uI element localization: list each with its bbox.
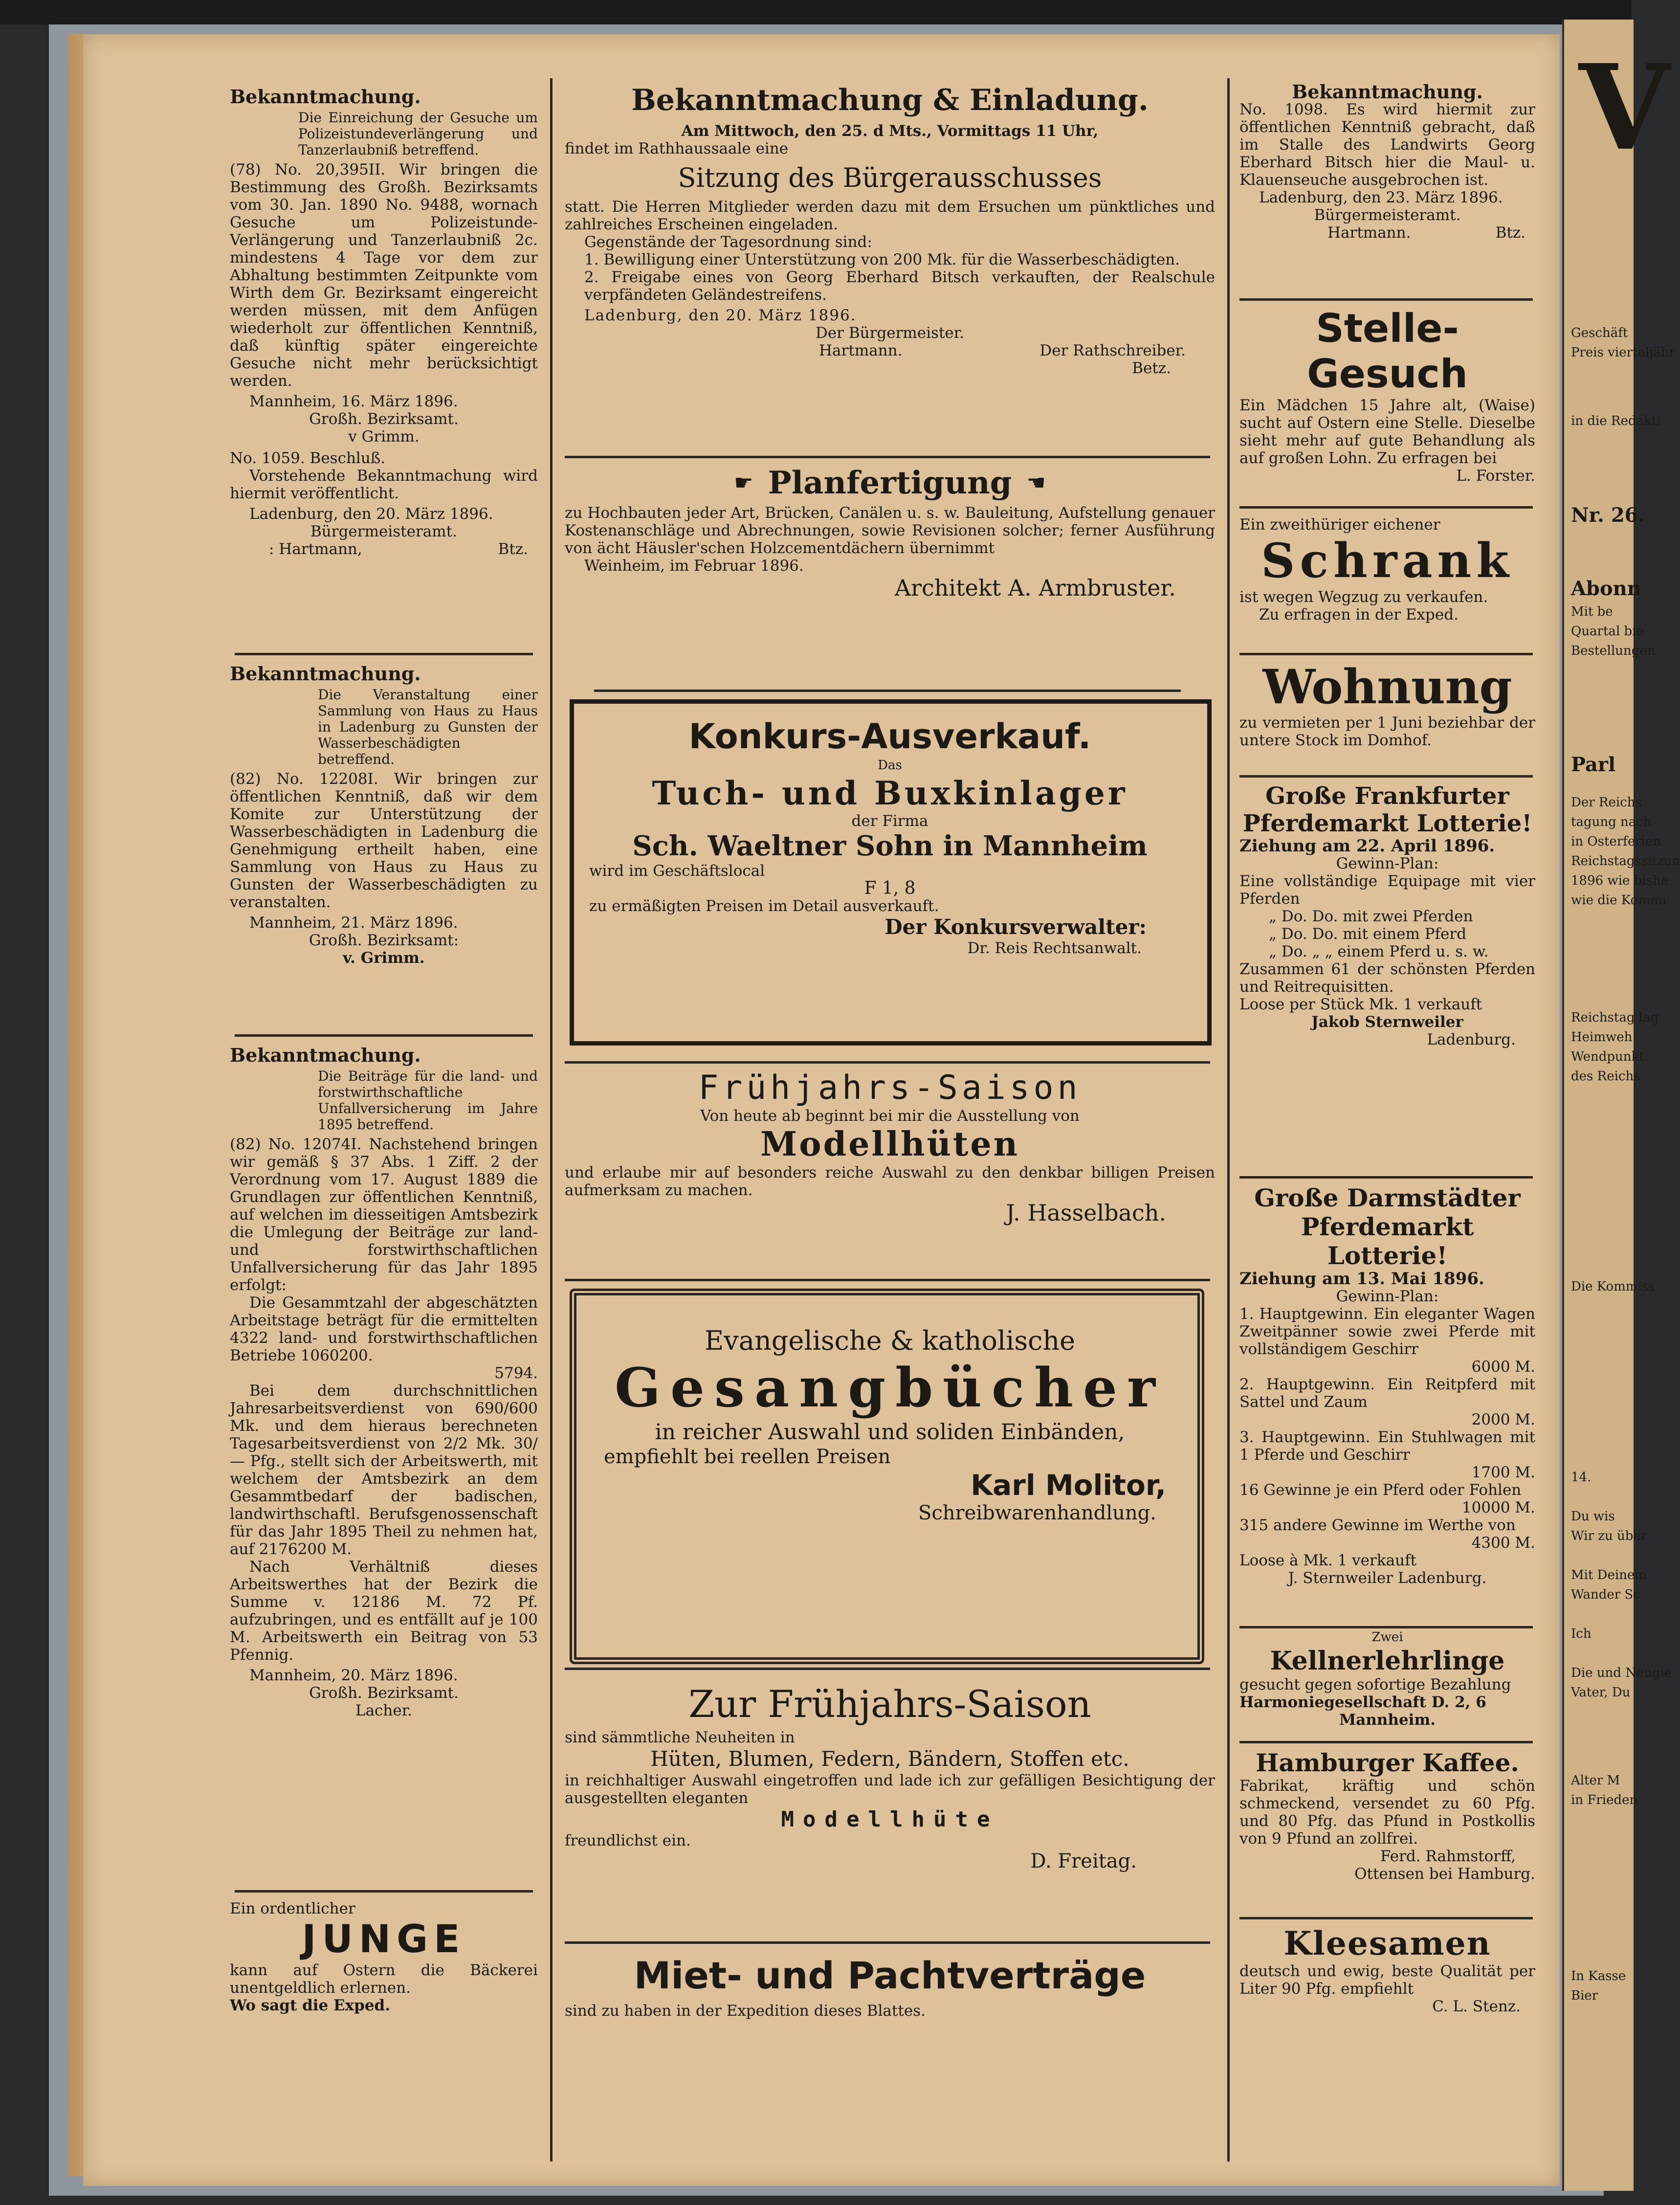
- lotterie-item: 1. Hauptgewinn. Ein eleganter Wagen Zweitpänner sowie zwei Pferde mit vollständigem Geschirr: [1239, 1305, 1535, 1358]
- next-page-line: Wendpunkt: [1571, 1049, 1644, 1064]
- next-page-line: Preis vierteljähr: [1571, 345, 1675, 360]
- saison2-text: in reichhaltiger Auswahl eingetroffen und lade ich zur gefälligen Besichtigung der ausgestellten eleganten: [565, 1772, 1215, 1807]
- gesang-intro: Evangelische & katholische: [704, 1325, 1076, 1356]
- notice-signer: Hartmann.: [1327, 224, 1411, 242]
- saison2-title: Zur Frühjahrs-Saison: [688, 1682, 1091, 1726]
- plan-title-row: [565, 465, 1215, 501]
- next-page-line: Quartal bie: [1571, 624, 1644, 639]
- notice-authority: Großh. Bezirksamt:: [309, 932, 459, 949]
- notice-place-date: Mannheim, 16. März 1896.: [249, 393, 458, 410]
- lotterie-item: „ Do. Do. mit einem Pferd: [1269, 925, 1467, 943]
- ad-mietvertraege: [565, 1954, 1215, 2020]
- einladung-title: Sitzung des Bürgerausschusses: [678, 162, 1102, 193]
- notice-seuche: [1239, 83, 1535, 242]
- lotterie-plan: Gewinn-Plan:: [1336, 855, 1439, 872]
- decree-place-date: Ladenburg, den 20. März 1896.: [249, 505, 493, 523]
- einladung-signer: Hartmann.: [819, 342, 903, 359]
- next-page-line: des Reichs: [1571, 1069, 1640, 1084]
- notice-heading: Bekanntmachung.: [230, 663, 421, 685]
- ad-hamburger-kaffee: [1239, 1748, 1535, 1883]
- notice-body: (78) No. 20,395II. Wir bringen die Bestimmung des Großh. Bezirksamts vom 30. Jan. 1890 No. 9488, wornach Gesuche um Polizeistunde-Verlängerung und Tanzerlaubniß 2c. mindestens 4 Tage vor dem zur Abhaltung bestimmten Zeitpunkte vom Wirth dem Gr. Bezirksamt eingereicht werden müssen, mit dem Anfügen wiederholt zur öffentlichen Kenntniß, daß künftig später eingereichte Gesuche nicht mehr berücksichtigt werden.: [230, 161, 538, 390]
- einladung-place-date: Ladenburg, den 20. März 1896.: [584, 307, 857, 324]
- column-rule-right: [1227, 78, 1230, 2161]
- notice-body-1: (82) No. 12074I. Nachstehend bringen wir gemäß § 37 Abs. 1 Ziff. 2 der Verordnung vom 17. August 1889 die Grundlagen zur öffentlichen Kenntniß, auf welchen im diesseitigen Amtsbezirk die Umlegung der Beiträge zur land- und forstwirthschaftlichen Unfallversicherung für das Jahr 1895 erfolgt:: [230, 1136, 538, 1294]
- konkurs-price: zu ermäßigten Preisen im Detail ausverkauft.: [589, 897, 939, 915]
- lotterie-item-value: 4300 M.: [1471, 1534, 1535, 1552]
- pointing-hand-right-icon: ☛: [734, 470, 753, 495]
- next-page-line: Bestellungen: [1571, 644, 1656, 658]
- divider: [565, 1668, 1210, 1670]
- notice-place-date: Mannheim, 21. März 1896.: [249, 914, 458, 932]
- kellner-place: Mannheim.: [1339, 1711, 1436, 1729]
- lotterie-title: Große Darmstädter: [1254, 1183, 1521, 1212]
- saison2-line: sind sämmtliche Neuheiten in: [565, 1729, 795, 1746]
- notice-subject: Die Beiträge für die land- und forstwirthschaftliche Unfallversicherung im Jahre 1895 betreffend.: [318, 1068, 538, 1133]
- kaffee-signer: Ferd. Rahmstorff,: [1380, 1848, 1516, 1865]
- einladung-clerk-name: Betz.: [1132, 359, 1171, 377]
- next-page-line: Abonn: [1571, 577, 1641, 600]
- next-page-line: Bier: [1571, 1988, 1598, 2003]
- newspaper-page: [83, 34, 1560, 2186]
- next-page-line: Der Reichs: [1571, 795, 1642, 810]
- next-page-line: tagung nach: [1571, 815, 1652, 829]
- konkurs-address: F 1, 8: [864, 878, 916, 898]
- konkurs-subtitle: Tuch- und Buxkinlager: [652, 774, 1128, 812]
- next-page-line: in die Redakti: [1571, 414, 1661, 428]
- next-page-line: 1896 wie bishe: [1571, 873, 1669, 888]
- next-page-line: Wir zu über: [1571, 1529, 1647, 1543]
- decree-number: No. 1059. Beschluß.: [230, 449, 386, 467]
- lotterie-item-value: 2000 M.: [1471, 1411, 1535, 1428]
- lotterie-item: 3. Hauptgewinn. Ein Stuhlwagen mit 1 Pferde und Geschirr: [1239, 1428, 1535, 1464]
- column-rule-left: [550, 78, 553, 2161]
- divider: [594, 690, 1181, 692]
- konkurs-firm: Sch. Waeltner Sohn in Mannheim: [632, 830, 1148, 862]
- saison-signer: J. Hasselbach.: [1006, 1200, 1166, 1226]
- notice-body-3: Bei dem durchschnittlichen Jahresarbeitsverdienst von 690/600 Mk. und dem hieraus berechneten Tagesarbeitsverdienst von 2/2 Mk. 30/— Pfg., stellt sich der Arbeitswerth, mit welchem der Amtsbezirk an dem Gesammtbedarf der badischen, landwirthschaftl. Berufsgenossenschaft für das Jahr 1895 Theil zu nehmen hat, auf 2176200 M.: [230, 1382, 538, 1558]
- decree-text: Vorstehende Bekanntmachung wird hiermit veröffentlicht.: [230, 467, 538, 502]
- lotterie-seller: Jakob Sternweiler: [1311, 1013, 1463, 1031]
- notice-signer-suffix: Btz.: [1495, 224, 1525, 242]
- next-page-line: Vater, Du: [1571, 1685, 1631, 1700]
- lotterie-item: „ Do. „ „ einem Pferd u. s. w.: [1269, 943, 1489, 960]
- decree-signer: : Hartmann,: [269, 540, 362, 558]
- schrank-contact: Zu erfragen in der Exped.: [1259, 606, 1459, 624]
- konkurs-title: Konkurs-Ausverkauf.: [688, 716, 1091, 757]
- lotterie-title: Pferdemarkt Lotterie!: [1242, 810, 1532, 837]
- ad-kellnerlehrlinge: [1239, 1628, 1535, 1729]
- notice-text: No. 1098. Es wird hiermit zur öffentlichen Kenntniß gebracht, daß im Stalle des Landwirts Georg Eberhard Bitsch hier die Maul- u. Klauenseuche ausgebrochen ist.: [1239, 101, 1535, 189]
- divider: [565, 1941, 1210, 1944]
- next-page-line: Geschäft: [1571, 326, 1628, 340]
- notice-authority: Großh. Bezirksamt.: [309, 1684, 459, 1702]
- saison-subtitle: Modellhüten: [760, 1125, 1020, 1164]
- next-page-line: Wander Sc: [1571, 1587, 1640, 1602]
- next-page-line: Heimweh: [1571, 1030, 1633, 1045]
- lotterie-title: Große Frankfurter: [1265, 782, 1509, 810]
- saison-title: Frühjahrs-Saison: [698, 1069, 1082, 1107]
- ad-zur-fruehjahrs-saison: [565, 1682, 1215, 1873]
- junge-title: JUNGE: [302, 1917, 466, 1961]
- saison2-signer: D. Freitag.: [1030, 1850, 1137, 1872]
- ad-darmstaedter-lotterie: [1239, 1183, 1535, 1587]
- klee-text: deutsch und ewig, beste Qualität per Liter 90 Pfg. empfiehlt: [1239, 1962, 1535, 1998]
- ad-kleesamen: [1239, 1924, 1535, 2015]
- next-page-line: Die und Neugie: [1571, 1666, 1672, 1680]
- lotterie-item: 2. Hauptgewinn. Ein Reitpferd mit Sattel und Zaum: [1239, 1376, 1535, 1411]
- scan-background: [0, 0, 1632, 24]
- kellner-contact: Harmoniegesellschaft D. 2, 6: [1239, 1693, 1486, 1711]
- lotterie-price: Loose à Mk. 1 verkauft: [1239, 1552, 1417, 1569]
- plan-title: Planfertigung: [768, 465, 1012, 501]
- notice-body-4: Nach Verhältniß dieses Arbeitswerthes hat der Bezirk die Summe v. 12186 M. 72 Pf. aufzubringen, und es entfällt auf je 100 M. Arbeitswerth ein Beitrag von 53 Pfennig.: [230, 1558, 538, 1664]
- next-page-line: in Frieden: [1571, 1793, 1638, 1807]
- ad-planfertigung: [565, 465, 1215, 601]
- konkurs-admin: Der Konkursverwalter:: [884, 915, 1147, 939]
- notice-heading: Bekanntmachung.: [230, 1044, 421, 1066]
- next-page-line: Reichstagssitzun: [1571, 854, 1680, 869]
- next-page-line: in Osterferien: [1571, 834, 1661, 849]
- divider: [1239, 775, 1533, 778]
- einladung-clerk: Der Rathschreiber.: [1039, 342, 1186, 359]
- ad-einladung: [565, 83, 1215, 377]
- divider: [1239, 653, 1533, 655]
- schrank-text: ist wegen Wegzug zu verkaufen.: [1239, 588, 1488, 606]
- lotterie-total: Zusammen 61 der schönsten Pferden und Reitrequisitten.: [1239, 960, 1535, 996]
- ad-fruehjahrs-saison: [565, 1069, 1215, 1226]
- saison2-closing: freundlichst ein.: [565, 1832, 691, 1849]
- decree-signer-suffix: Btz.: [498, 540, 528, 558]
- notice-place-date: Ladenburg, den 23. März 1896.: [1259, 189, 1503, 206]
- notice-polizeistunde: [230, 88, 538, 558]
- ad-gesangbuecher: [565, 1325, 1215, 1525]
- notice-body: (82) No. 12208I. Wir bringen zur öffentlichen Kenntniß, daß wir dem Komite zur Unterstützung der Wasserbeschädigten in Ladenburg die Genehmigung ertheilt haben, eine Sammlung von Haus zu Haus zu Gunsten der Wasserbeschädigten zu veranstalten.: [230, 770, 538, 911]
- notice-signature: [1239, 224, 1535, 242]
- notice-heading: Bekanntmachung.: [1292, 81, 1483, 103]
- kaffee-text: Fabrikat, kräftig und schön schmeckend, versendet zu 60 Pfg. und 80 Pfg. das Pfund in Postkollis von 9 Pfund an zollfrei.: [1239, 1777, 1535, 1848]
- notice-unfallversicherung: [230, 1044, 538, 1719]
- notice-sammlung: [230, 665, 538, 967]
- agenda-item: 2. Freigabe eines von Georg Eberhard Bitsch verkauften, der Realschule verpfändeten Geländestreifens.: [584, 268, 1215, 304]
- notice-authority: Großh. Bezirksamt.: [309, 410, 459, 428]
- stelle-title: Stelle-Gesuch: [1307, 306, 1468, 397]
- plan-place-date: Weinheim, im Februar 1896.: [584, 557, 804, 575]
- miet-text: sind zu haben in der Expedition dieses Blattes.: [565, 2002, 926, 2020]
- next-page-line: wie die Kommi: [1571, 893, 1666, 908]
- lotterie-seller-place: Ladenburg.: [1427, 1031, 1516, 1048]
- next-page-line: Die Kommiss: [1571, 1279, 1655, 1294]
- konkurs-das: Das: [878, 758, 902, 773]
- kellner-intro: Zwei: [1371, 1630, 1403, 1645]
- lotterie-item-value: 10000 M.: [1461, 1499, 1535, 1516]
- notice-subject: Die Einreichung der Gesuche um Polizeistundeverlängerung und Tanzerlaubniß betreffend.: [298, 110, 538, 158]
- notice-place-date: Mannheim, 20. März 1896.: [249, 1667, 458, 1684]
- notice-body-2-number: 5794.: [494, 1364, 538, 1382]
- lotterie-draw: Ziehung am 22. April 1896.: [1239, 836, 1495, 856]
- divider: [565, 1279, 1210, 1281]
- notice-office: Bürgermeisteramt.: [1314, 206, 1461, 224]
- wohnung-title: Wohnung: [1262, 659, 1512, 714]
- saison-text: und erlaube mir auf besonders reiche Auswahl zu den denkbar billigen Preisen aufmerksam zu machen.: [565, 1164, 1215, 1199]
- divider: [1239, 506, 1533, 509]
- next-page-line: Du wis: [1571, 1509, 1615, 1524]
- plan-text: zu Hochbauten jeder Art, Brücken, Canälen u. s. w. Bauleitung, Aufstellung genauer Kostenanschläge und Abrechnungen, sowie Revisionen solcher; ferner Ausführung von ächt Häusler'schen Holzcementdächern übernimmt: [565, 504, 1215, 557]
- kaffee-title: Hamburger Kaffee.: [1256, 1748, 1519, 1777]
- lotterie-item: Eine vollständige Equipage mit vier Pferden: [1239, 872, 1535, 908]
- pointing-hand-left-icon: ☚: [1026, 470, 1046, 495]
- lotterie-item-value: 1700 M.: [1471, 1464, 1535, 1481]
- gesang-title: Gesangbücher: [615, 1356, 1165, 1419]
- lotterie-draw: Ziehung am 13. Mai 1896.: [1239, 1269, 1484, 1289]
- divider: [1239, 1741, 1533, 1743]
- junge-contact: Wo sagt die Exped.: [230, 1997, 391, 2014]
- gesang-line: empfiehlt bei reellen Preisen: [604, 1446, 891, 1468]
- gesang-name: Karl Molitor,: [971, 1469, 1166, 1502]
- lotterie-item: „ Do. Do. mit zwei Pferden: [1269, 908, 1473, 925]
- divider: [235, 1890, 533, 1893]
- decree-office: Bürgermeisteramt.: [310, 523, 457, 540]
- notice-signer: v Grimm.: [348, 428, 420, 445]
- saison-line: Von heute ab beginnt bei mir die Ausstellung von: [700, 1107, 1080, 1125]
- gesang-line: in reicher Auswahl und soliden Einbänden,: [655, 1420, 1125, 1445]
- klee-signer: C. L. Stenz.: [1432, 1998, 1521, 2015]
- next-page-line: Ich: [1571, 1626, 1592, 1641]
- next-page-fragment: [1562, 20, 1680, 2191]
- schrank-title: Schrank: [1261, 533, 1514, 588]
- notice-heading: Bekanntmachung.: [230, 86, 421, 108]
- ad-stelle-gesuch: [1239, 306, 1535, 485]
- lotterie-price: Loose per Stück Mk. 1 verkauft: [1239, 996, 1482, 1013]
- next-page-line: Alter M: [1571, 1773, 1620, 1788]
- klee-title: Kleesamen: [1283, 1924, 1491, 1962]
- masthead-fragment: V: [1579, 39, 1670, 177]
- ad-konkurs: [565, 716, 1215, 957]
- saison2-items: Hüten, Blumen, Federn, Bändern, Stoffen etc.: [650, 1747, 1129, 1771]
- agenda-item: 1. Bewilligung einer Unterstützung von 200 Mk. für die Wasserbeschädigten.: [584, 251, 1180, 268]
- einladung-agenda-title: Gegenstände der Tagesordnung sind:: [584, 233, 872, 251]
- miet-title: Miet- und Pachtverträge: [634, 1954, 1146, 1997]
- divider: [235, 653, 533, 655]
- stelle-text: Ein Mädchen 15 Jahre alt, (Waise) sucht auf Ostern eine Stelle. Dieselbe sieht mehr auf gute Behandlung als auf großen Lohn. Zu erfragen bei: [1239, 397, 1535, 467]
- konkurs-der-firma: der Firma: [851, 812, 928, 830]
- einladung-date: Am Mittwoch, den 25. d Mts., Vormittags 11 Uhr,: [681, 122, 1099, 140]
- plan-signer: Architekt A. Armbruster.: [894, 575, 1176, 601]
- next-page-line: Parl: [1571, 753, 1616, 776]
- divider: [565, 456, 1210, 458]
- next-page-line: In Kasse: [1571, 1969, 1626, 1983]
- next-page-line: Mit Deinem: [1571, 1568, 1647, 1582]
- einladung-location: findet im Rathhaussaale eine: [565, 140, 789, 157]
- lotterie-title: Pferdemarkt Lotterie!: [1301, 1212, 1474, 1270]
- notice-body-2: Die Gesammtzahl der abgeschätzten Arbeitstage beträgt für die ermittelten 4322 land- und forstwirthschaftlichen Betriebe 1060200.: [230, 1294, 538, 1364]
- lotterie-seller: J. Sternweiler Ladenburg.: [1288, 1569, 1487, 1587]
- ad-junge: [230, 1900, 538, 2014]
- notice-signer: v. Grimm.: [343, 949, 425, 967]
- junge-intro: Ein ordentlicher: [230, 1900, 355, 1917]
- lotterie-plan: Gewinn-Plan:: [1336, 1288, 1439, 1305]
- next-page-line: 14.: [1571, 1470, 1592, 1485]
- notice-signer: Lacher.: [355, 1702, 412, 1719]
- divider: [235, 1034, 533, 1037]
- divider: [565, 1061, 1210, 1064]
- lotterie-item: 315 andere Gewinne im Werthe von: [1239, 1516, 1516, 1534]
- gesang-trade: Schreibwarenhandlung.: [918, 1502, 1156, 1524]
- saison2-subtitle: Modellhüte: [781, 1807, 999, 1832]
- kaffee-place: Ottensen bei Hamburg.: [1354, 1865, 1535, 1883]
- divider: [1239, 1176, 1533, 1179]
- stelle-signer: L. Forster.: [1456, 467, 1535, 485]
- divider: [1239, 298, 1533, 301]
- decree-signature: [230, 540, 538, 558]
- schrank-intro: Ein zweithüriger eichener: [1239, 516, 1440, 534]
- notice-subject: Die Veranstaltung einer Sammlung von Haus zu Haus in Ladenburg zu Gunsten der Wasserbeschädigten betreffend.: [318, 687, 538, 767]
- kellner-text: gesucht gegen sofortige Bezahlung: [1239, 1676, 1511, 1693]
- next-page-line: Mit be: [1571, 604, 1613, 619]
- kellner-title: Kellnerlehrlinge: [1270, 1646, 1505, 1676]
- konkurs-admin-name: Dr. Reis Rechtsanwalt.: [967, 939, 1142, 957]
- next-page-line: Nr. 26.: [1571, 504, 1645, 527]
- ad-frankfurter-lotterie: [1239, 782, 1535, 1048]
- einladung-signatures: [565, 342, 1215, 359]
- ad-wohnung: [1239, 660, 1535, 749]
- einladung-heading: Bekanntmachung & Einladung.: [631, 83, 1149, 117]
- ad-schrank: [1239, 516, 1535, 624]
- next-page-line: Reichstag lag: [1571, 1010, 1659, 1025]
- lotterie-item: 16 Gewinne je ein Pferd oder Fohlen: [1239, 1481, 1522, 1499]
- einladung-intro: statt. Die Herren Mitglieder werden dazu mit dem Ersuchen um pünktliches und zahlreiches Erscheinen eingeladen.: [565, 198, 1215, 233]
- konkurs-place: wird im Geschäftslocal: [589, 862, 765, 880]
- junge-text: kann auf Ostern die Bäckerei unentgeldlich erlernen.: [230, 1961, 538, 1997]
- einladung-office: Der Bürgermeister.: [815, 324, 965, 342]
- divider: [1239, 1917, 1533, 1919]
- lotterie-item-value: 6000 M.: [1471, 1358, 1535, 1376]
- wohnung-text: zu vermieten per 1 Juni beziehbar der untere Stock im Domhof.: [1239, 714, 1535, 749]
